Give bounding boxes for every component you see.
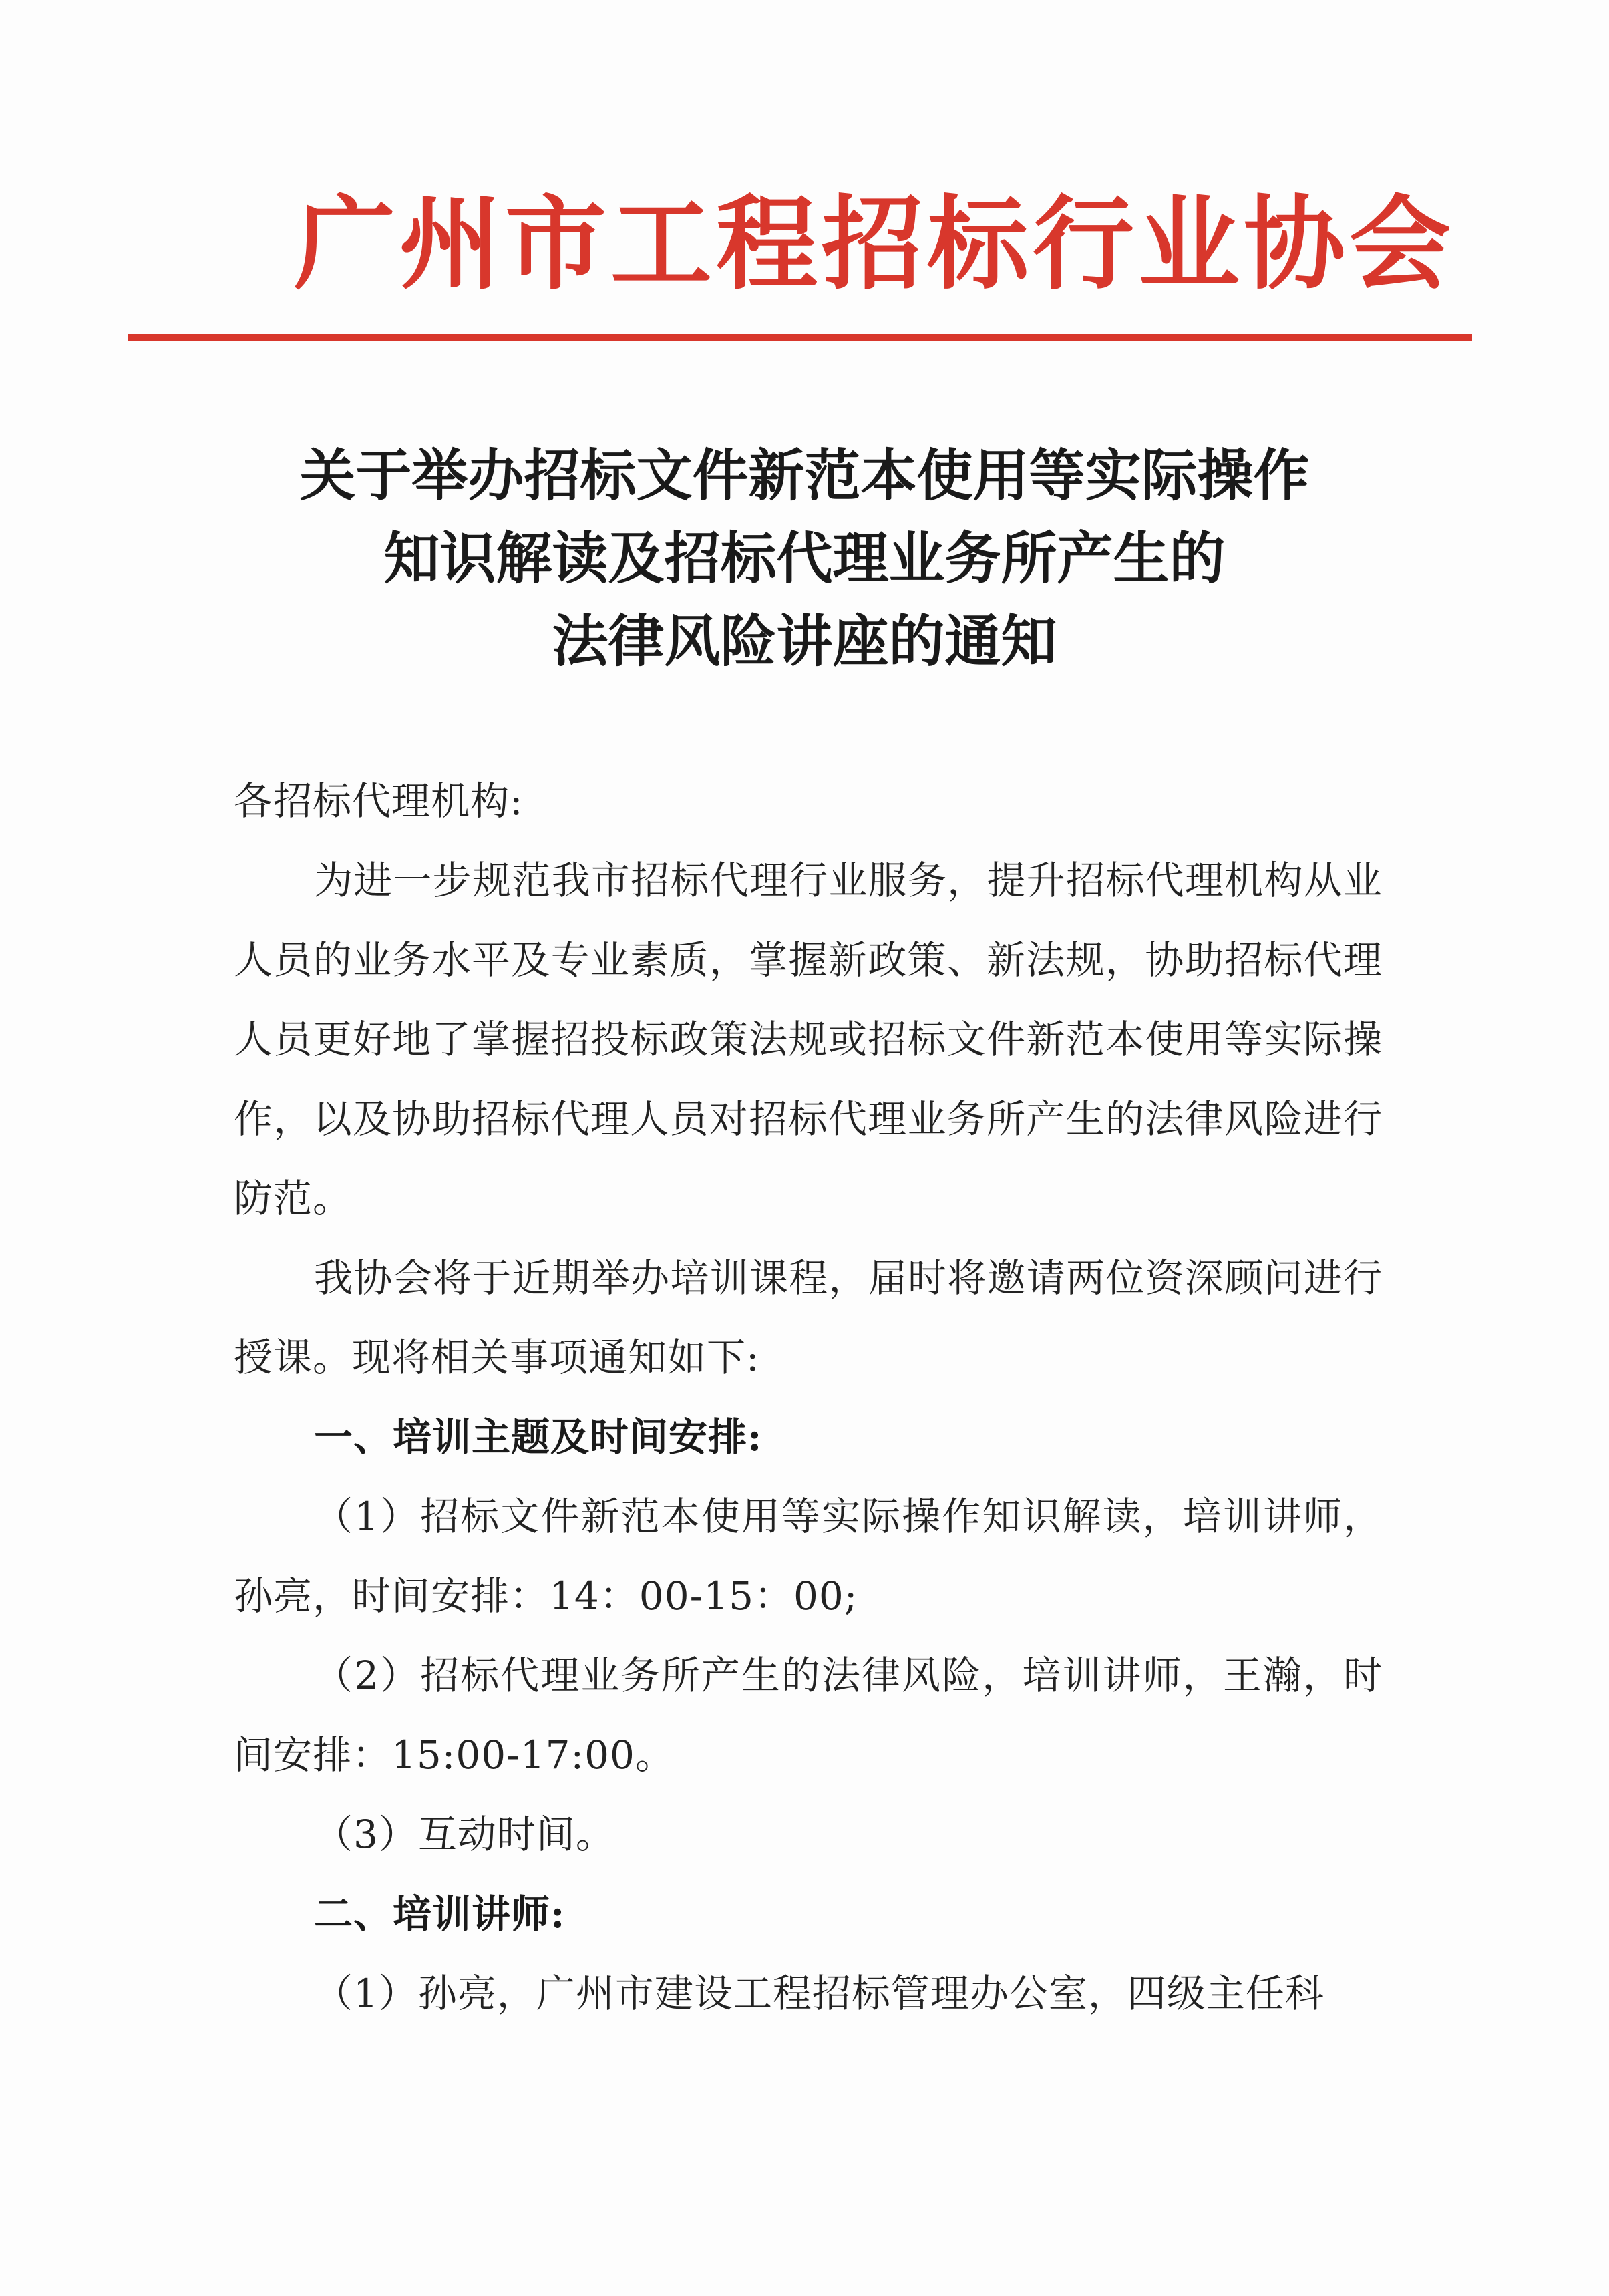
paragraph-intro: 为进一步规范我市招标代理行业服务，提升招标代理机构从业人员的业务水平及专业素质，掌握新政策、新法规，协助招标代理人员更好地了掌握招投标政策法规或招标文件新范本使用等实际操作，以及协助招标代理人员对招标代理业务所产生的法律风险进行防范。 — [234, 858, 1383, 1221]
organization-header: 广州市工程招标行业协会 — [294, 184, 1455, 303]
schedule-item-1: （1）招标文件新范本使用等实际操作知识解读，培训讲师，孙亮，时间安排：14：00-15：00; — [234, 1494, 1383, 1619]
title-line-1: 关于举办招标文件新范本使用等实际操作 — [299, 442, 1310, 508]
header-divider — [128, 334, 1472, 341]
section-heading-schedule: 一、培训主题及时间安排: — [314, 1414, 763, 1460]
lecturer-item-1: （1）孙亮，广州市建设工程招标管理办公室，四级主任科 — [314, 1971, 1324, 2016]
section-heading-lecturers: 二、培训讲师: — [314, 1891, 566, 1937]
schedule-item-3: （3）互动时间。 — [314, 1812, 615, 1857]
notice-body — [234, 762, 1383, 2033]
title-line-3: 法律风险讲座的通知 — [552, 608, 1057, 674]
schedule-item-2: （2）招标代理业务所产生的法律风险，培训讲师，王瀚，时间安排：15:00-17:00。 — [234, 1653, 1383, 1778]
paragraph-announcement: 我协会将于近期举办培训课程，届时将邀请两位资深顾问进行授课。现将相关事项通知如下: — [234, 1255, 1383, 1380]
notice-title — [134, 434, 1475, 683]
title-line-2: 知识解读及招标代理业务所产生的 — [383, 525, 1226, 591]
salutation: 各招标代理机构: — [234, 778, 524, 824]
